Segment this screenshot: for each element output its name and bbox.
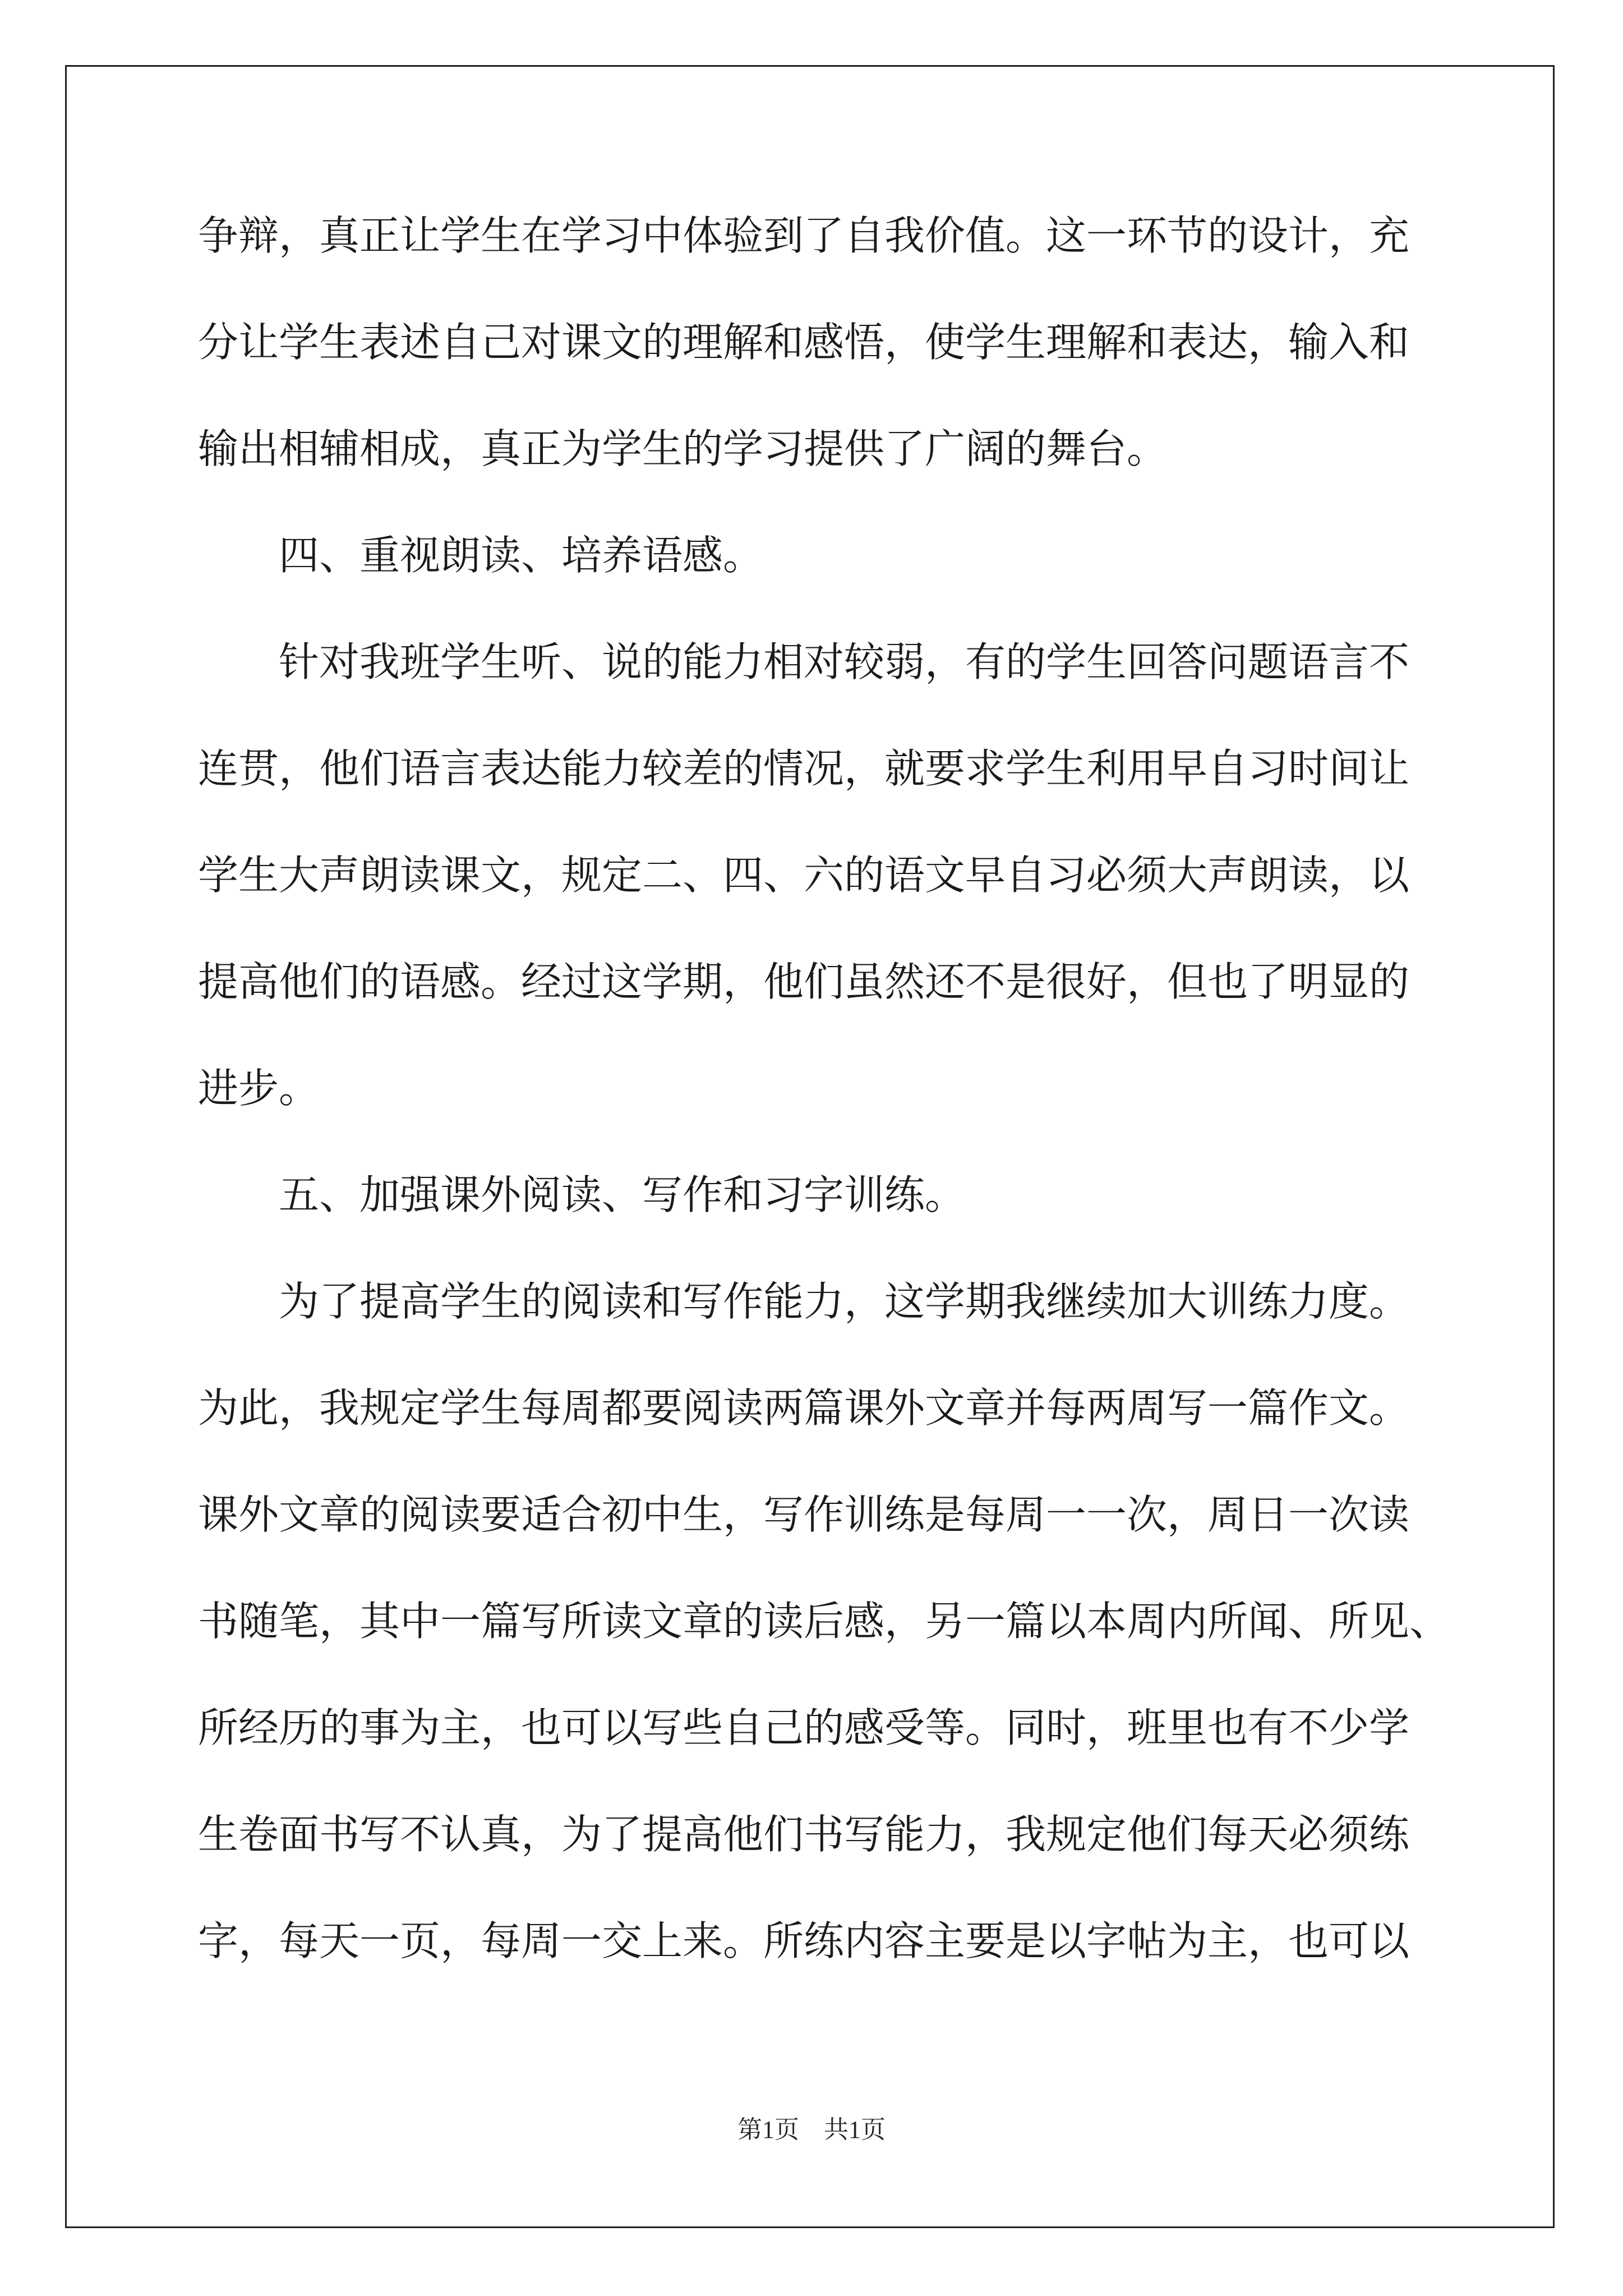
text-line: 争辩，真正让学生在学习中体验到了自我价值。这一环节的设计，充	[198, 212, 1410, 259]
text-line: 针对我班学生听、说的能力相对较弱，有的学生回答问题语言不	[198, 638, 1410, 685]
text-line: 提高他们的语感。经过这学期，他们虽然还不是很好，但也了明显的	[198, 958, 1410, 1005]
text-line: 生卷面书写不认真，为了提高他们书写能力，我规定他们每天必须练	[198, 1811, 1410, 1858]
text-line: 学生大声朗读课文，规定二、四、六的语文早自习必须大声朗读，以	[198, 852, 1410, 899]
page-border	[65, 65, 1555, 2228]
text-line: 为此，我规定学生每周都要阅读两篇课外文章并每两周写一篇作文。	[198, 1384, 1410, 1432]
page-footer: 第1页 共1页	[737, 2116, 886, 2143]
text-line: 字，每天一页，每周一交上来。所练内容主要是以字帖为主，也可以	[198, 1917, 1410, 1964]
section-heading: 四、重视朗读、培养语感。	[198, 532, 764, 579]
text-line: 进步。	[198, 1065, 320, 1112]
text-line: 输出相辅相成，真正为学生的学习提供了广阔的舞台。	[198, 425, 1168, 472]
text-line: 书随笔，其中一篇写所读文章的读后感，另一篇以本周内所闻、所见、	[198, 1598, 1450, 1645]
text-line: 连贯，他们语言表达能力较差的情况，就要求学生利用早自习时间让	[198, 745, 1410, 792]
text-line: 课外文章的阅读要适合初中生，写作训练是每周一一次，周日一次读	[198, 1491, 1410, 1538]
text-line: 所经历的事为主，也可以写些自己的感受等。同时，班里也有不少学	[198, 1704, 1410, 1751]
text-line: 分让学生表述自己对课文的理解和感悟，使学生理解和表达，输入和	[198, 319, 1410, 366]
text-line: 为了提高学生的阅读和写作能力，这学期我继续加大训练力度。	[198, 1278, 1410, 1325]
section-heading: 五、加强课外阅读、写作和习字训练。	[198, 1171, 966, 1218]
